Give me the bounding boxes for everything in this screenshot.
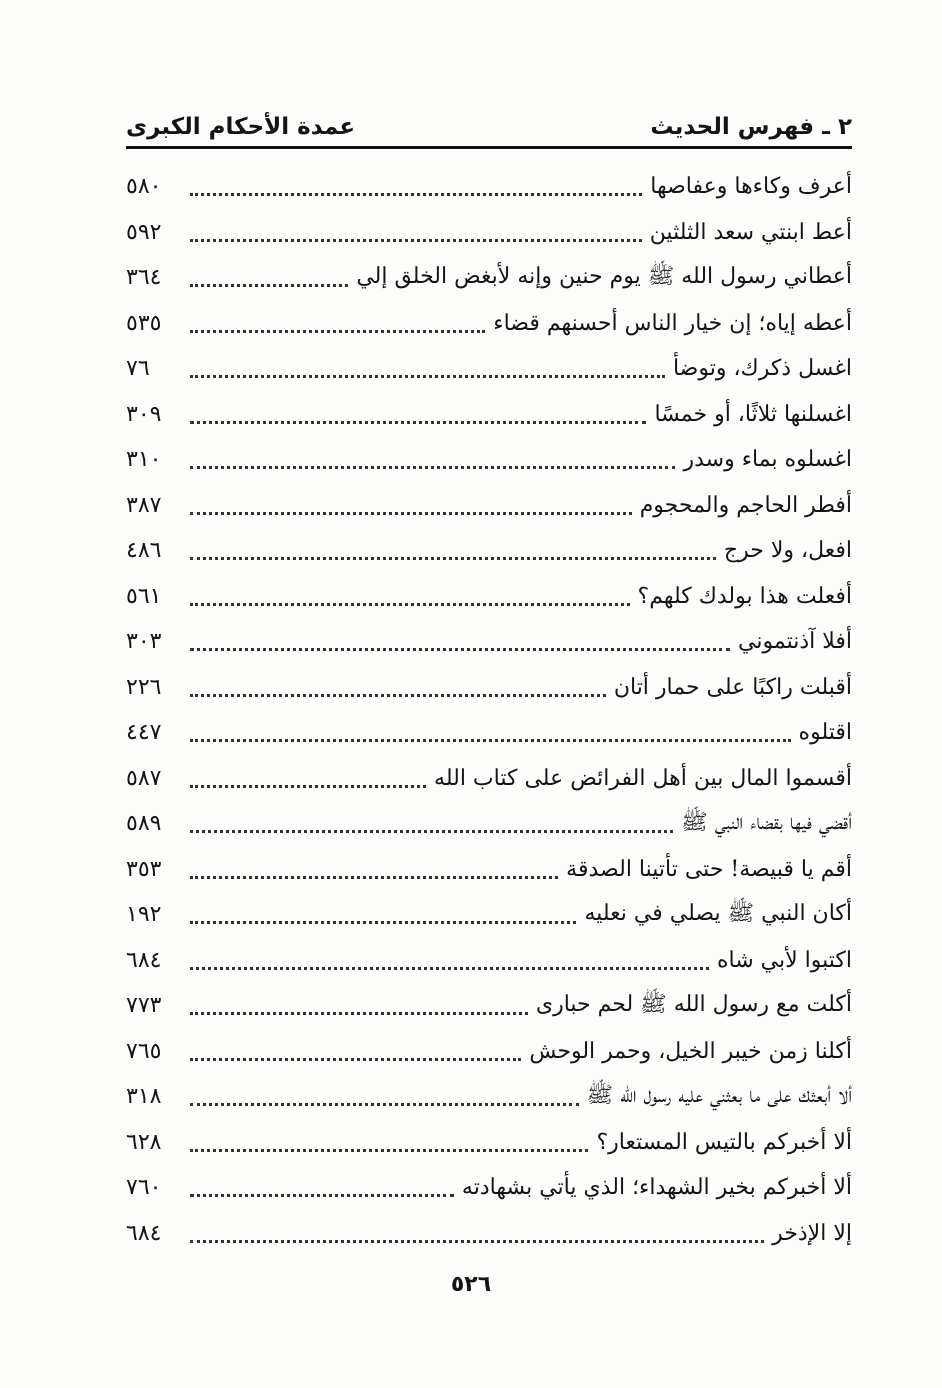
entry-page-number: ٥٦١ — [126, 583, 162, 609]
dot-leader — [190, 512, 632, 515]
dot-leader — [190, 1194, 454, 1197]
index-entry — [126, 983, 852, 1029]
index-entry — [126, 1120, 852, 1166]
entry-text: أفطر الحاجم والمحجوم — [639, 492, 852, 518]
entry-text: أعطاني رسول الله ﷺ يوم حنين وإنه لأبغض الخلق إلي — [356, 263, 852, 289]
dot-leader — [190, 284, 348, 287]
entry-text: أعرف وكاءها وعفاصها — [650, 174, 852, 200]
index-entry — [126, 392, 852, 438]
entry-page-number: ٧٦ — [126, 356, 150, 382]
index-entry — [126, 437, 852, 483]
index-entry — [126, 255, 852, 301]
entry-text: ألا أخبركم بخير الشهداء؛ الذي يأتي بشهادته — [461, 1175, 852, 1201]
entry-page-number: ٣٠٣ — [126, 629, 162, 655]
entry-text: إلا الإذخر — [772, 1220, 852, 1246]
page-number: ٥٢٦ — [450, 1272, 492, 1297]
entry-page-number: ٥٨٧ — [126, 765, 162, 791]
index-entry — [126, 710, 852, 756]
dot-leader — [190, 1103, 579, 1106]
dot-leader — [190, 1240, 764, 1243]
dot-leader — [190, 421, 646, 424]
entry-text: أفعلت هذا بولدك كلهم؟ — [637, 583, 852, 609]
entry-page-number: ٧٦٠ — [126, 1175, 162, 1201]
dot-leader — [190, 921, 576, 924]
dot-leader — [190, 330, 485, 333]
entry-text: أعط ابنتي سعد الثلثين — [649, 219, 852, 245]
dot-leader — [190, 1012, 528, 1015]
entry-page-number: ٥٩٢ — [126, 219, 162, 245]
entry-page-number: ٥٨٠ — [126, 174, 162, 200]
entry-page-number: ٣٠٩ — [126, 401, 162, 427]
dot-leader — [190, 739, 791, 742]
entry-page-number: ٣٨٧ — [126, 492, 162, 518]
index-entry — [126, 847, 852, 893]
index-entry — [126, 346, 852, 392]
entry-text: اقتلوه — [798, 720, 852, 746]
index-entry — [126, 210, 852, 256]
index-entry — [126, 619, 852, 665]
dot-leader — [190, 375, 665, 378]
dot-leader — [190, 967, 709, 970]
dot-leader — [190, 1149, 588, 1152]
index-entry — [126, 574, 852, 620]
index-entry — [126, 756, 852, 802]
dot-leader — [190, 830, 673, 833]
entry-text: أقم يا قبيصة! حتى تأتينا الصدقة — [566, 856, 852, 882]
index-entry — [126, 892, 852, 938]
entry-page-number: ٣١٠ — [126, 447, 162, 473]
entry-page-number: ٦٨٤ — [126, 947, 162, 973]
dot-leader — [190, 557, 716, 560]
entry-text: أقضي فيها بقضاء النبي ﷺ — [681, 809, 852, 835]
running-header — [126, 96, 852, 149]
dot-leader — [190, 603, 630, 606]
index-entry — [126, 164, 852, 210]
index-entry — [126, 801, 852, 847]
dot-leader — [190, 876, 558, 879]
entry-page-number: ٤٨٦ — [126, 538, 162, 564]
entry-text: اغسل ذكرك، وتوضأ — [672, 356, 852, 382]
entry-page-number: ٣١٨ — [126, 1084, 162, 1110]
entry-text: أقسموا المال بين أهل الفرائض على كتاب الله — [434, 765, 852, 791]
dot-leader — [190, 1058, 521, 1061]
index-entry — [126, 938, 852, 984]
dot-leader — [190, 694, 606, 697]
entry-page-number: ١٩٢ — [126, 902, 162, 928]
entry-text: اغسلوه بماء وسدر — [683, 447, 852, 473]
entry-text: اغسلنها ثلاثًا، أو خمسًا — [654, 401, 852, 427]
entry-text: أكلت مع رسول الله ﷺ لحم حبارى — [535, 991, 852, 1017]
entry-text: أكلنا زمن خيبر الخيل، وحمر الوحش — [529, 1038, 852, 1064]
entry-text: افعل، ولا حرج — [723, 538, 852, 564]
entry-page-number: ٦٨٤ — [126, 1220, 162, 1246]
index-entry — [126, 1029, 852, 1075]
index-entry — [126, 1074, 852, 1120]
hadith-index-list — [126, 164, 852, 1256]
section-title: ٢ ـ فهرس الحديث — [650, 114, 852, 140]
index-entry — [126, 1165, 852, 1211]
dot-leader — [190, 785, 426, 788]
index-entry — [126, 1211, 852, 1257]
entry-text: اكتبوا لأبي شاه — [717, 947, 852, 973]
entry-text: أقبلت راكبًا على حمار أتان — [613, 674, 852, 700]
index-entry — [126, 665, 852, 711]
entry-page-number: ٣٥٣ — [126, 856, 162, 882]
entry-page-number: ٦٢٨ — [126, 1129, 162, 1155]
index-entry — [126, 301, 852, 347]
entry-page-number: ٥٨٩ — [126, 811, 162, 837]
entry-page-number: ٣٦٤ — [126, 265, 162, 291]
index-entry — [126, 528, 852, 574]
entry-page-number: ٧٦٥ — [126, 1038, 162, 1064]
entry-text: ألا أخبركم بالتيس المستعار؟ — [596, 1129, 852, 1155]
entry-text: أكان النبي ﷺ يصلي في نعليه — [584, 900, 852, 926]
entry-text: أعطه إياه؛ إن خيار الناس أحسنهم قضاء — [493, 310, 852, 336]
entry-page-number: ٥٣٥ — [126, 310, 162, 336]
book-title: عمدة الأحكام الكبرى — [126, 114, 356, 140]
entry-page-number: ٢٢٦ — [126, 674, 162, 700]
entry-page-number: ٤٤٧ — [126, 720, 162, 746]
entry-page-number: ٧٧٣ — [126, 993, 162, 1019]
entry-text: ألا أبعثك على ما بعثني عليه رسول الله ﷺ — [586, 1082, 852, 1108]
dot-leader — [190, 193, 642, 196]
dot-leader — [190, 648, 730, 651]
index-entry — [126, 483, 852, 529]
dot-leader — [190, 239, 642, 242]
dot-leader — [190, 466, 675, 469]
entry-text: أفلا آذنتموني — [738, 629, 852, 655]
